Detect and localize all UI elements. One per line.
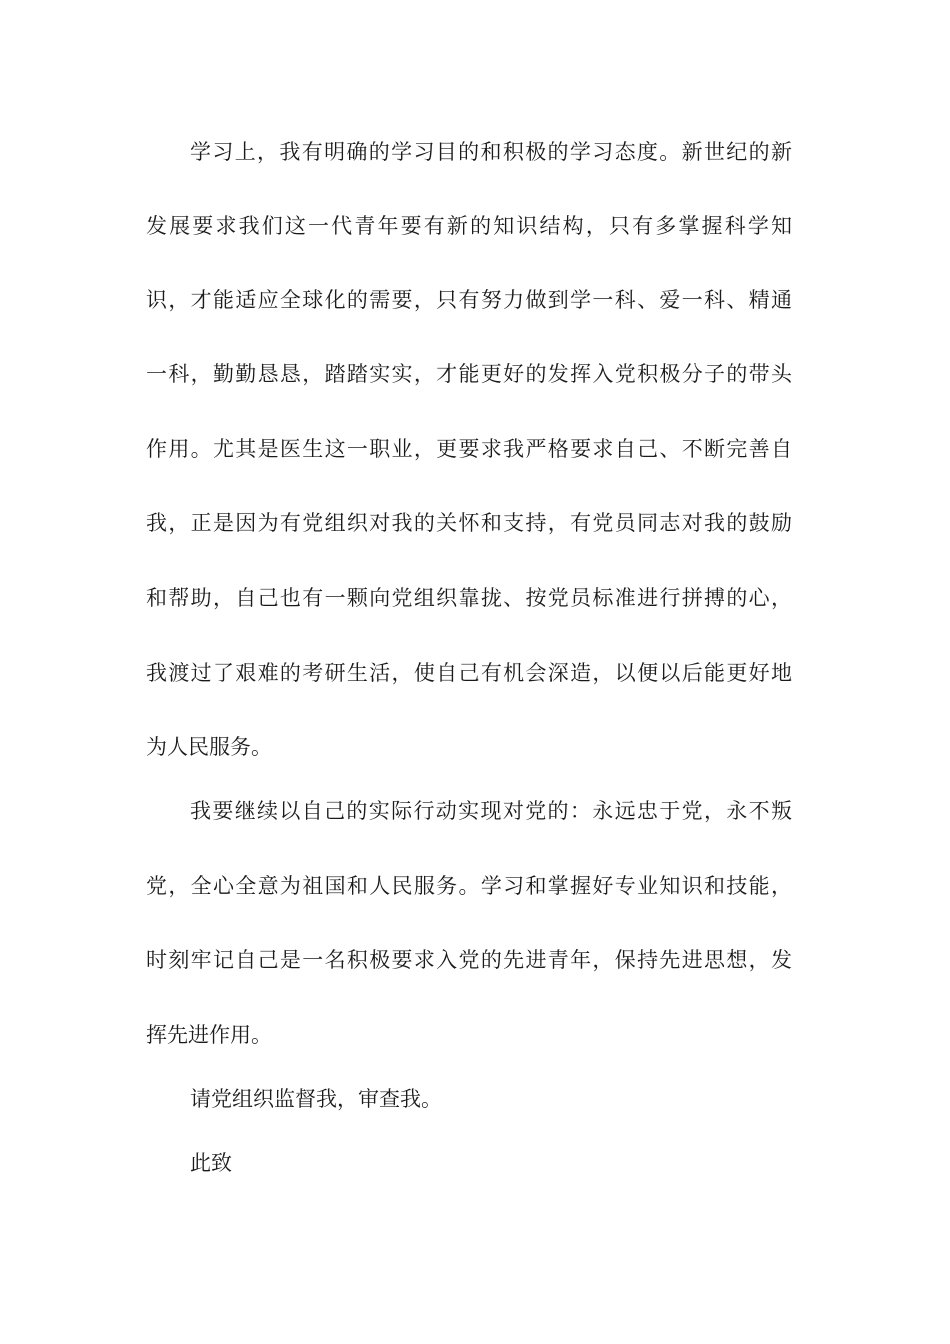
paragraph-line: 党，全心全意为祖国和人民服务。学习和掌握好专业知识和技能， <box>146 874 792 898</box>
paragraph-line: 我渡过了艰难的考研生活，使自己有机会深造，以便以后能更好地 <box>146 661 792 685</box>
paragraph-line: 学习上，我有明确的学习目的和积极的学习态度。新世纪的新 <box>190 140 792 164</box>
paragraph-line: 我要继续以自己的实际行动实现对党的：永远忠于党，永不叛 <box>190 799 792 823</box>
paragraph-line: 时刻牢记自己是一名积极要求入党的先进青年，保持先进思想，发 <box>146 948 792 972</box>
paragraph-line: 和帮助，自己也有一颗向党组织靠拢、按党员标准进行拼搏的心， <box>146 586 792 610</box>
paragraph-line: 识，才能适应全球化的需要，只有努力做到学一科、爱一科、精通 <box>146 288 792 312</box>
paragraph-line: 发展要求我们这一代青年要有新的知识结构，只有多掌握科学知 <box>146 214 792 238</box>
paragraph-line: 为人民服务。 <box>146 735 272 759</box>
paragraph-line: 挥先进作用。 <box>146 1023 272 1047</box>
paragraph-line: 一科，勤勤恳恳，踏踏实实，才能更好的发挥入党积极分子的带头 <box>146 362 792 386</box>
closing-salutation: 此致 <box>190 1151 232 1175</box>
paragraph-line: 请党组织监督我，审查我。 <box>190 1087 442 1111</box>
paragraph-line: 我，正是因为有党组织对我的关怀和支持，有党员同志对我的鼓励 <box>146 511 792 535</box>
paragraph-line: 作用。尤其是医生这一职业，更要求我严格要求自己、不断完善自 <box>146 437 792 461</box>
